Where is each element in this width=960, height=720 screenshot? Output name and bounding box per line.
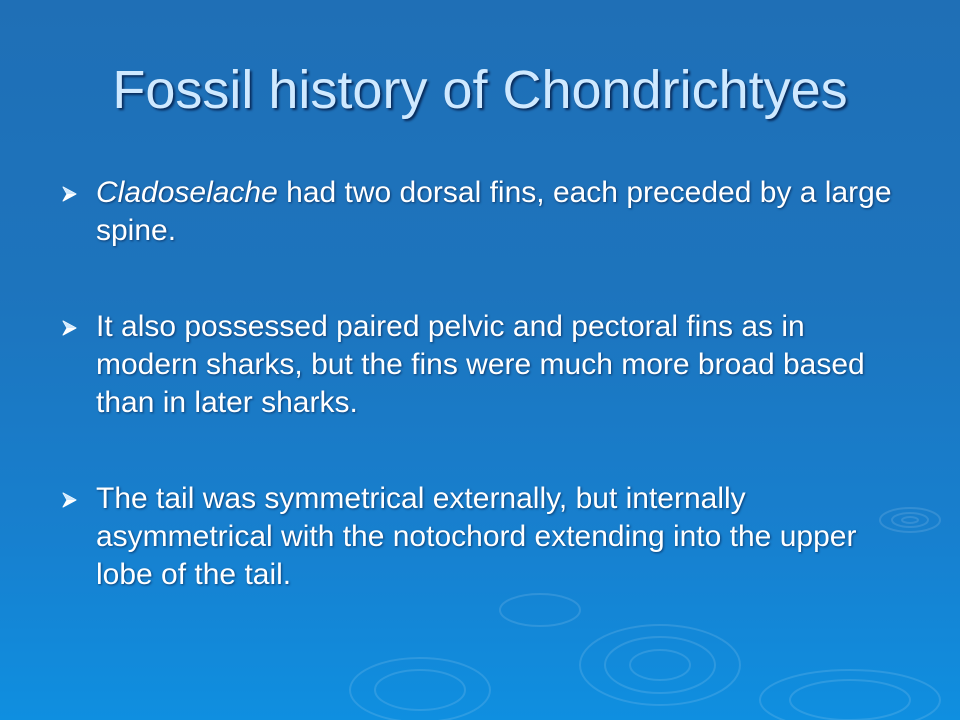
- arrowhead-bullet-icon: [60, 491, 78, 509]
- bullet-item: [60, 174, 900, 250]
- arrowhead-bullet-icon: [60, 185, 78, 203]
- bullet-text: It also possessed paired pelvic and pectoral fins as in modern sharks, but the fins were much more broad based than in later sharks.: [96, 310, 865, 419]
- arrowhead-bullet-icon: [60, 319, 78, 337]
- bullet-item: [60, 480, 900, 594]
- slide-title: Fossil history of Chondrichtyes: [112, 60, 848, 120]
- bullet-list: [60, 174, 900, 652]
- bullet-item: [60, 308, 900, 422]
- bullet-text: had two dorsal fins, each preceded by a large spine.: [96, 176, 892, 247]
- bullet-italic-lead: Cladoselache: [96, 176, 278, 209]
- bullet-text: The tail was symmetrical externally, but internally asymmetrical with the notochord extending into the upper lobe of the tail.: [96, 482, 857, 591]
